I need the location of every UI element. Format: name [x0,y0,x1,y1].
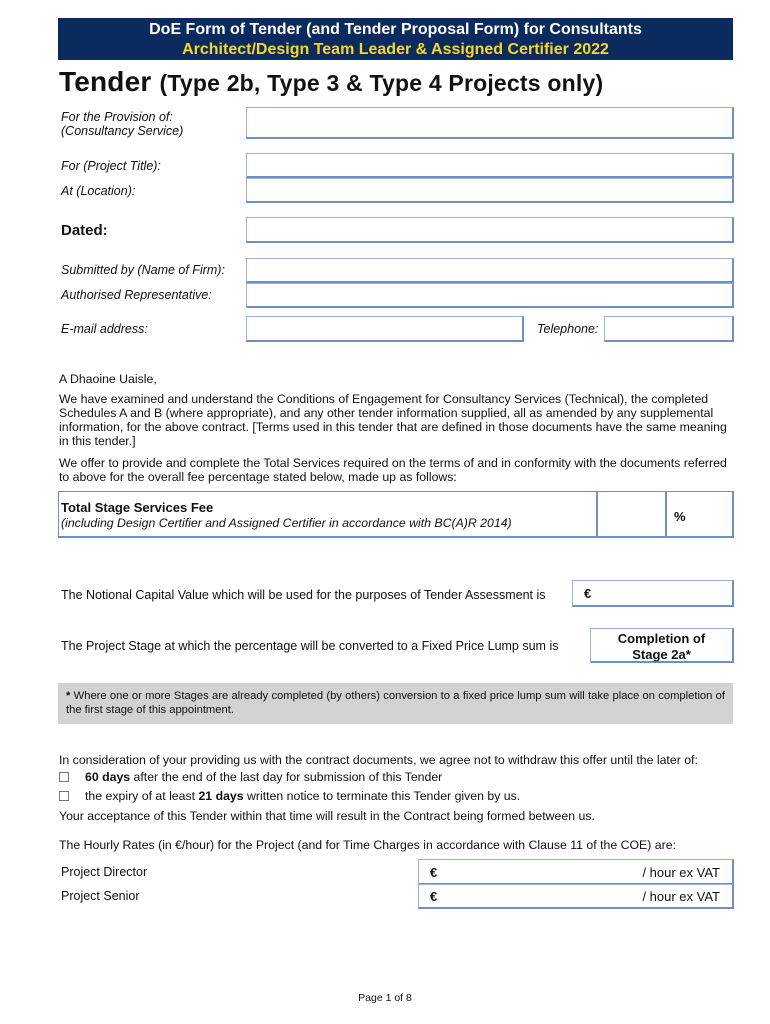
dated-field[interactable] [246,217,734,243]
rate-role-senior: Project Senior [61,889,140,903]
item2-text: written notice to terminate this Tender given by us. [243,789,521,803]
notional-label: The Notional Capital Value which will be used for the purposes of Tender Assessment is [61,588,546,602]
conversion-note [58,683,733,724]
provision-sublabel: (Consultancy Service) [61,124,184,138]
fee-percentage-field[interactable] [597,491,667,538]
fee-subtitle: (including Design Certifier and Assigned Certifier in accordance with BC(A)R 2014) [61,516,512,530]
note-text: Where one or more Stages are already completed (by others) conversion to a fixed price lump sum will take place on completion of the first stage of this appointment. [66,690,726,716]
checkbox-icon [59,791,69,801]
telephone-label: Telephone: [537,322,599,336]
header-line-2: Architect/Design Team Leader & Assigned Certifier 2022 [182,41,609,58]
header-banner [58,18,733,60]
condition-item-2 [59,789,734,803]
condition-item-1 [59,770,734,784]
stage-value-line1: Completion of [617,631,706,646]
conditions-paragraph: We have examined and understand the Conditions of Engagement for Consultancy Services (Technical), the completed Schedules A and B (where appropriate), and any other tender information supplied, all as amended by any supplemental information, for the above contract. [Terms used in this tender that are defined in those documents have the same meaning in this tender.] [59,392,727,448]
stage-value-cell [590,628,734,663]
firm-field[interactable] [246,258,734,283]
hourly-rates-intro: The Hourly Rates (in €/hour) for the Project (and for Time Charges in accordance with Clause 11 of the COE) are: [59,838,676,852]
title-sub: (Type 2b, Type 3 & Type 4 Projects only) [159,70,604,96]
dated-label: Dated: [61,222,108,239]
stage-label: The Project Stage at which the percentage will be converted to a Fixed Price Lump sum is [61,639,559,653]
project-title-field[interactable] [246,153,734,178]
rate-role-director: Project Director [61,865,148,879]
title-main: Tender [59,66,152,97]
rate-field-director[interactable] [418,859,734,885]
item1-text: after the end of the last day for submission of this Tender [130,770,443,784]
days-60: 60 days [85,770,131,784]
telephone-field[interactable] [604,316,734,342]
provision-label: For the Provision of: [61,110,173,124]
acceptance-text: Your acceptance of this Tender within that time will result in the Contract being formed between us. [59,809,595,823]
rate-unit: / hour ex VAT [642,889,720,904]
project-title-label: For (Project Title): [61,159,161,173]
header-line-1: DoE Form of Tender (and Tender Proposal Form) for Consultants [149,21,642,38]
checkbox-icon [59,772,69,782]
consideration-intro: In consideration of your providing us with the contract documents, we agree not to withdraw this offer until the later of: [59,753,698,767]
fee-title: Total Stage Services Fee [61,500,214,515]
provision-field[interactable] [246,107,734,139]
offer-paragraph: We offer to provide and complete the Total Services required on the terms of and in conformity with the documents referred to above for the overall fee percentage stated below, made up as follows: [59,456,727,484]
fee-unit-cell [666,491,734,538]
note-asterisk: * [66,690,71,702]
salutation: A Dhaoine Uaisle, [59,372,157,386]
days-21: 21 days [198,789,244,803]
email-field[interactable] [246,316,524,342]
location-label: At (Location): [61,184,136,198]
firm-label: Submitted by (Name of Firm): [61,263,225,277]
euro-sign: € [430,889,438,904]
representative-field[interactable] [246,283,734,308]
rate-field-senior[interactable] [418,884,734,909]
rate-unit: / hour ex VAT [642,865,720,880]
percent-sign: % [674,509,686,524]
euro-sign: € [584,586,592,601]
representative-label: Authorised Representative: [61,288,212,302]
stage-value-line2: Stage 2a* [632,647,691,662]
notional-value-field[interactable] [572,580,734,607]
email-label: E-mail address: [61,322,148,336]
item2-pre: the expiry of at least [85,789,199,803]
euro-sign: € [430,865,438,880]
page-number: Page 1 of 8 [358,992,412,1004]
fee-description-cell [58,491,598,538]
location-field[interactable] [246,178,734,203]
page-title [59,66,603,98]
